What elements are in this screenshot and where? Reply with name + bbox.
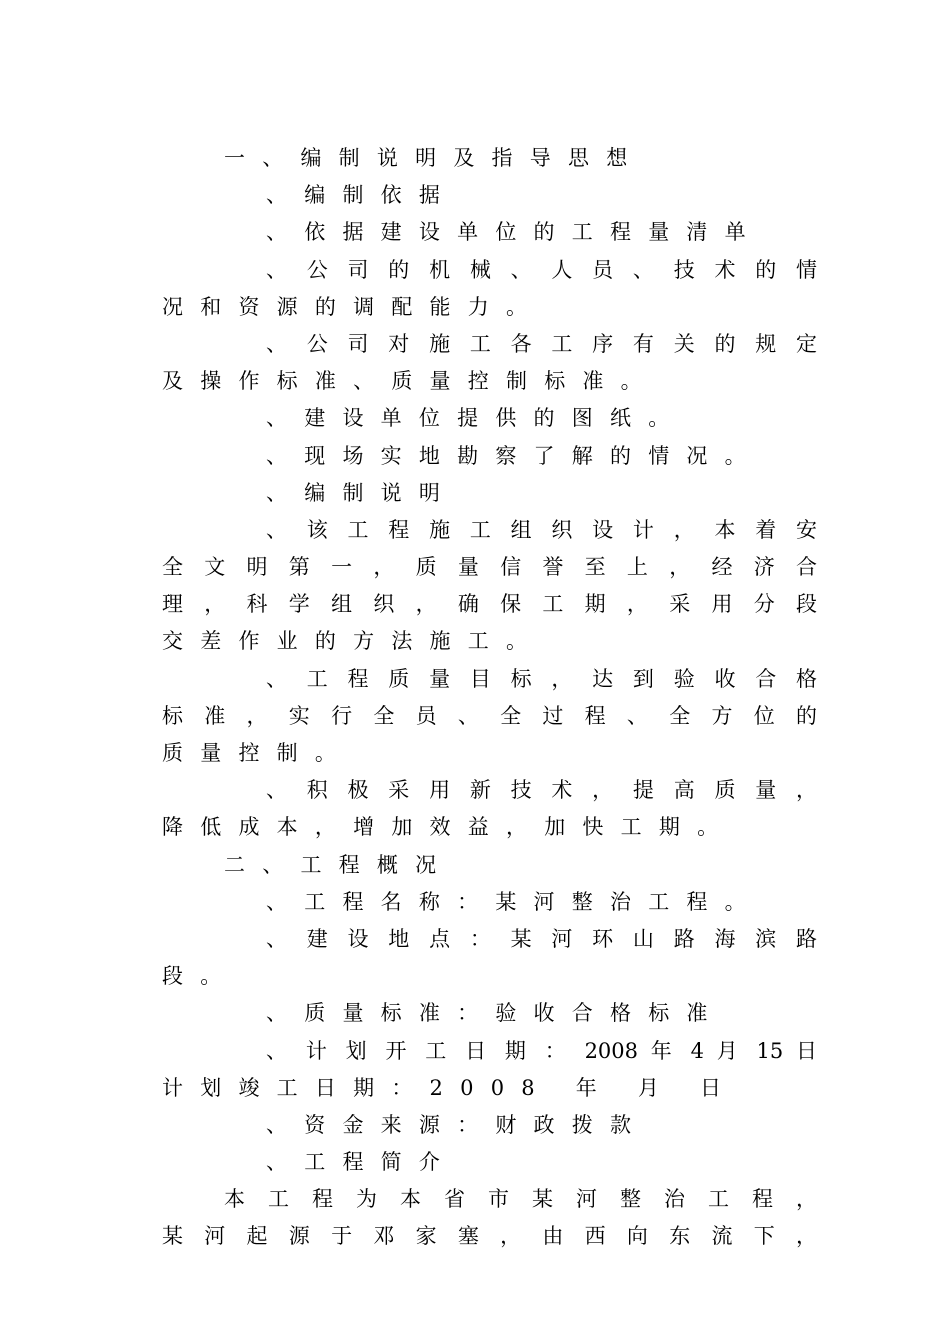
line-text: 、 计 划 开 工 日 期 ： 2008 年 4 月 15 日	[266, 1038, 817, 1063]
line-text: 、 公 司 对 施 工 各 工 序 有 关 的 规 定	[266, 331, 817, 356]
line-text: 本 工 程 为 本 省 市 某 河 整 治 工 程 ，	[224, 1187, 817, 1212]
line-text: 某 河 起 源 于 邓 家 塞 ， 由 西 向 东 流 下 ，	[162, 1224, 817, 1249]
line-text: 一、编制说明及指导思想	[224, 146, 645, 170]
line-text: 、资金来源：财政拨款	[266, 1112, 649, 1137]
document-line	[162, 698, 817, 735]
line-text: 、 公 司 的 机 械 、 人 员 、 技 术 的 情	[266, 257, 817, 282]
line-text: 、 工 程 质 量 目 标 ， 达 到 验 收 合 格	[266, 666, 817, 691]
document-line	[162, 661, 817, 698]
document-line	[162, 735, 817, 772]
line-text: 、 积 极 采 用 新 技 术 ， 提 高 质 量 ，	[266, 778, 817, 803]
document-line	[162, 958, 817, 995]
line-text: 况和资源的调配能力。	[162, 294, 545, 319]
document-line	[162, 475, 817, 512]
line-text: 标 准 ， 实 行 全 员 、 全 过 程 、 全 方 位 的	[162, 703, 817, 728]
line-text: 、编制说明	[266, 480, 458, 505]
line-text: 、工程简介	[266, 1150, 458, 1175]
document-line	[162, 809, 817, 846]
line-text: 全 文 明 第 一 ， 质 量 信 誉 至 上 ， 经 济 合	[162, 555, 817, 580]
document-line	[162, 177, 817, 214]
line-text: 计划竣工日期：2008 年 月 日	[162, 1075, 739, 1100]
line-text: 、现场实地勘察了解的情况。	[266, 443, 763, 468]
line-text: 及操作标准、质量控制标准。	[162, 369, 659, 394]
document-line	[162, 623, 817, 660]
document-line	[162, 140, 817, 177]
document-line	[162, 512, 817, 549]
line-text: 、 该 工 程 施 工 组 织 设 计 ， 本 着 安	[266, 517, 817, 542]
document-line	[162, 586, 817, 623]
line-text: 、工程名称：某河整治工程。	[266, 889, 763, 914]
line-text: 、质量标准：验收合格标准	[266, 1001, 725, 1026]
document-line	[162, 1218, 817, 1255]
document-line	[162, 289, 817, 326]
document-body	[162, 140, 817, 1256]
line-text: 理 ， 科 学 组 织 ， 确 保 工 期 ， 采 用 分 段	[162, 592, 817, 617]
line-text: 、建设单位提供的图纸。	[266, 406, 687, 431]
document-line	[162, 1181, 817, 1218]
document-line	[162, 884, 817, 921]
document-line	[162, 847, 817, 884]
line-text: 、 建 设 地 点 ： 某 河 环 山 路 海 滨 路	[266, 926, 817, 951]
line-text: 交差作业的方法施工。	[162, 629, 545, 654]
document-line	[162, 252, 817, 289]
document-line	[162, 772, 817, 809]
document-line	[162, 438, 817, 475]
document-line	[162, 214, 817, 251]
line-text: 降低成本，增加效益，加快工期。	[162, 815, 736, 840]
document-line	[162, 363, 817, 400]
line-text: 、编制依据	[266, 183, 458, 208]
document-line	[162, 326, 817, 363]
line-text: 质量控制。	[162, 741, 354, 765]
document-line	[162, 1144, 817, 1181]
document-line	[162, 400, 817, 437]
document-line	[162, 549, 817, 586]
line-text: 二、工程概况	[224, 852, 454, 877]
line-text: 段。	[162, 964, 239, 989]
document-line	[162, 1070, 817, 1107]
document-line	[162, 921, 817, 958]
document-line	[162, 995, 817, 1032]
document-line	[162, 1033, 817, 1070]
line-text: 、依据建设单位的工程量清单	[266, 220, 763, 245]
document-line	[162, 1107, 817, 1144]
